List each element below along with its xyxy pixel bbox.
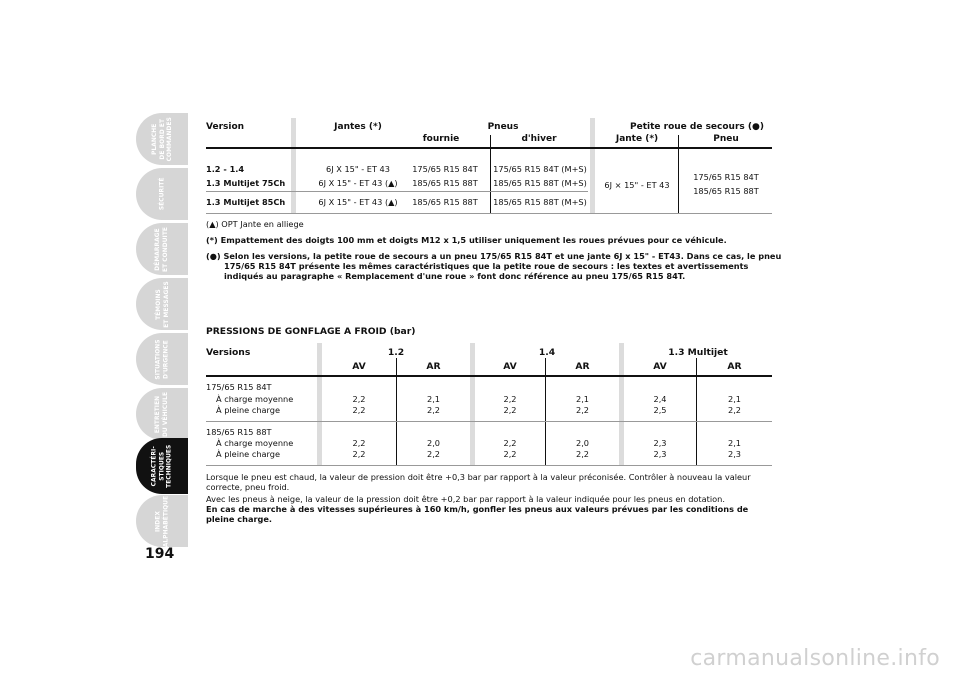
column-separator [291, 118, 296, 213]
row-rule [206, 421, 772, 422]
row-rim: 6J X 15" - ET 43 [326, 164, 390, 174]
note-spare-wheel: (●) Selon les versions, la petite roue de secours a un pneu 175/65 R15 84T et une jante 6J x 15" - ET43. Dans ce cas, le pneu 175/65 R15 84T présente les mêmes caractéristiques que la petite roue de secours : les textes et avertissements indiqués au paragraphe « Remplacement d'une roue » font donc référence au pneu 175/65 R15 84T. [206, 251, 782, 281]
pressure-value: 2,2 [352, 405, 366, 415]
row-version: 1.2 - 1.4 [206, 164, 245, 174]
header-engine: 1.3 Multijet [668, 347, 728, 358]
load-label: À pleine charge [216, 405, 280, 415]
pressure-value: 2,2 [426, 405, 441, 415]
load-label: À charge moyenne [216, 438, 294, 448]
header-version: Version [206, 122, 245, 132]
spare-rim-value: 6J × 15" - ET 43 [604, 180, 670, 190]
load-label: À pleine charge [216, 449, 280, 459]
row-rim: 6J X 15" - ET 43 (▲) [318, 197, 398, 207]
pressure-value: 2,2 [426, 449, 441, 459]
note-empattement: (*) Empattement des doigts 100 mm et doigts M12 x 1,5 utiliser uniquement les roues prévues pour ce véhicule. [206, 235, 727, 245]
pressure-value: 2,4 [653, 394, 667, 404]
row-tyre-supplied: 185/65 R15 88T [412, 197, 478, 207]
pressure-value: 2,2 [727, 405, 742, 415]
tab-temoins[interactable]: TÉMOINS ET MESSAGES [136, 278, 188, 330]
header-ar: AR [727, 361, 742, 372]
header-av: AV [653, 361, 667, 372]
row-tyre-supplied: 175/65 R15 84T [412, 164, 478, 174]
pressure-value: 2,2 [503, 394, 517, 404]
header-av: AV [352, 361, 366, 372]
tab-caracteristiques-techniques[interactable]: CARACTÉRI- STIQUES TECHNIQUES [136, 438, 188, 494]
header-engine: 1.2 [387, 347, 405, 358]
pressure-value: 2,5 [653, 405, 667, 415]
tab-entretien[interactable]: ENTRETIEN DU VÉHICULE [136, 388, 188, 440]
header-av: AV [503, 361, 517, 372]
header-spare: Petite roue de secours (●) [630, 122, 764, 132]
row-tyre-winter: 185/65 R15 88T (M+S) [493, 197, 587, 207]
tyre-size: 185/65 R15 88T [206, 427, 272, 437]
load-label: À charge moyenne [216, 394, 294, 404]
header-rule [206, 147, 772, 149]
row-tyre-winter: 185/65 R15 88T (M+S) [493, 178, 587, 188]
pressure-value: 2,0 [426, 438, 441, 448]
pressure-value: 2,1 [727, 394, 742, 404]
header-ar: AR [575, 361, 590, 372]
pressure-value: 2,3 [727, 449, 742, 459]
pressure-value: 2,2 [503, 438, 517, 448]
tab-planche-de-bord[interactable]: PLANCHE DE BORD ET COMMANDES [136, 113, 188, 165]
spare-tyre-value: 185/65 R15 88T [693, 186, 759, 196]
row-rim: 6J X 15" - ET 43 (▲) [318, 178, 398, 188]
header-ar: AR [426, 361, 441, 372]
header-tyres-winter: d'hiver [521, 134, 557, 144]
pressure-value: 2,2 [352, 449, 366, 459]
header-spare-rim: Jante (*) [615, 134, 659, 144]
table-bottom-rule [206, 465, 772, 466]
header-tyres-supplied: fournie [422, 134, 460, 144]
pressure-title: PRESSIONS DE GONFLAGE A FROID (bar) [206, 326, 416, 337]
header-versions: Versions [206, 347, 251, 358]
header-rims: Jantes (*) [334, 122, 382, 132]
pressure-value: 2,0 [575, 438, 590, 448]
pressure-value: 2,1 [727, 438, 742, 448]
pressure-value: 2,1 [426, 394, 441, 404]
header-tyres: Pneus [487, 122, 519, 132]
pressure-value: 2,2 [575, 449, 590, 459]
tab-index[interactable]: INDEX ALPHABÉTIQUE [136, 495, 188, 547]
pressure-value: 2,3 [653, 449, 667, 459]
tab-securite[interactable]: SÉCURITÉ [136, 168, 188, 220]
speed-note: En cas de marche à des vitesses supérieures à 160 km/h, gonfler les pneus aux valeurs prévues par les conditions de pleine charge. [206, 504, 749, 524]
row-tyre-winter: 175/65 R15 84T (M+S) [493, 164, 587, 174]
hot-tyre-note: Lorsque le pneu est chaud, la valeur de pression doit être +0,3 bar par rapport à la valeur préconisée. Contrôler à nouveau la valeur correcte, pneu froid. [206, 472, 751, 492]
watermark: carmanualsonline.info [690, 646, 940, 671]
page-number: 194 [145, 546, 175, 562]
pressure-value: 2,2 [503, 405, 517, 415]
header-spare-tyre: Pneu [713, 134, 739, 144]
table-bottom-rule [206, 213, 772, 214]
header-rule [206, 375, 772, 377]
pressure-value: 2,2 [352, 394, 366, 404]
row-tyre-supplied: 185/65 R15 88T [412, 178, 478, 188]
row-rule [206, 191, 588, 192]
pressure-value: 2,2 [503, 449, 517, 459]
column-separator [590, 118, 595, 213]
spare-tyre-value: 175/65 R15 84T [693, 172, 759, 182]
note-opt: (▲) OPT Jante en alliege [206, 219, 304, 229]
header-engine: 1.4 [538, 347, 556, 358]
pressure-value: 2,2 [575, 405, 590, 415]
tab-situations-urgence[interactable]: SITUATIONS D'URGENCE [136, 333, 188, 385]
snow-tyre-note: Avec les pneus à neige, la valeur de la pression doit être +0,2 bar par rapport à la valeur indiquée pour les pneus en dotation. [206, 494, 725, 504]
pressure-value: 2,2 [352, 438, 366, 448]
row-version: 1.3 Multijet 75Ch [206, 178, 286, 188]
tyre-size: 175/65 R15 84T [206, 382, 272, 392]
pressure-value: 2,3 [653, 438, 667, 448]
tab-demarrage[interactable]: DÉMARRAGE ET CONDUITE [136, 223, 188, 275]
row-version: 1.3 Multijet 85Ch [206, 197, 286, 207]
pressure-value: 2,1 [575, 394, 590, 404]
